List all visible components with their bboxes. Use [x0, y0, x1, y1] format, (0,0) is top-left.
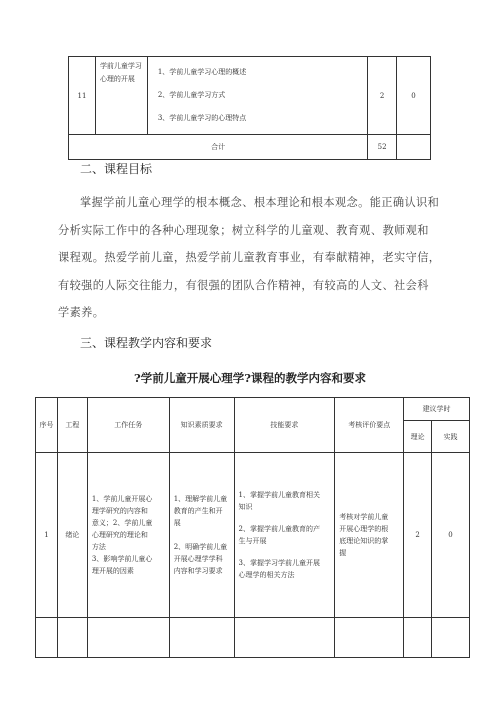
task-line: 理学研究的内容和: [91, 507, 148, 515]
empty-cell: [404, 618, 432, 658]
header-project: 工程: [57, 398, 87, 453]
empty-cell: [57, 618, 87, 658]
assessment-line: 握: [339, 549, 347, 557]
knowledge-cell: [169, 453, 234, 618]
paragraph-line: 有较强的人际交往能力，有很强的团队合作精神，有较高的人文、社会科: [58, 278, 429, 292]
theory-hours: 2: [404, 453, 432, 618]
paragraph-line: 课程观。热爱学前儿童，热爱学前儿童教育事业，有奉献精神，老实守信，: [58, 251, 441, 264]
header-task: 工作任务: [87, 398, 169, 453]
knowledge-line: 展: [173, 519, 181, 527]
course-content-table: [35, 397, 470, 658]
theory-hours: 2: [368, 57, 397, 135]
header-theory: 理论: [404, 421, 432, 453]
header-no: 序号: [36, 398, 58, 453]
assessment-line: 底理论知识的掌: [339, 537, 389, 545]
skill-line: 生与开展: [238, 537, 267, 545]
project-name: 学前儿童学习心理的开展: [95, 57, 147, 135]
header-knowledge: 知识素质要求: [169, 398, 234, 453]
spacer: [239, 513, 331, 523]
task-line: 意义；2、学前儿童: [91, 519, 153, 527]
row-number: 1: [36, 453, 58, 618]
course-hours-table-top: [68, 56, 431, 160]
table-title: ?学前儿童开展心理学?课程的教学内容和要求: [134, 371, 366, 385]
assessment-cell: [335, 453, 404, 618]
practice-hours: 0: [432, 453, 470, 618]
project-name: 绪论: [57, 453, 87, 618]
paragraph-line: 掌握学前儿童心理学的根本概念、根本理论和根本观念。能正确认识和: [80, 196, 440, 209]
empty-cell: [169, 618, 234, 658]
empty-cell: [432, 618, 470, 658]
row-number: 11: [69, 57, 96, 135]
assessment-line: 开展心理学的根: [339, 525, 389, 533]
knowledge-line: 开展心理学学科: [173, 555, 223, 563]
task-line: 理开展的因素: [91, 567, 134, 575]
topic-list: [147, 57, 367, 135]
task-line: 3、影响学前儿童心: [91, 555, 153, 563]
task-cell: [87, 453, 169, 618]
topic-item: 1、学前儿童学习心理的概述: [157, 68, 247, 76]
assessment-line: 考核对学前儿童: [339, 513, 389, 521]
section-heading-goals: 二、课程目标: [80, 162, 153, 176]
empty-cell: [335, 618, 404, 658]
knowledge-line: 教育的产生和开: [173, 507, 223, 515]
spacer: [174, 529, 230, 541]
task-line: 1、学前儿童开展心: [91, 495, 153, 503]
skill-cell: [234, 453, 335, 618]
goals-paragraph: [58, 189, 448, 327]
knowledge-line: 1、理解学前儿童: [173, 495, 228, 503]
skill-line: 心理学的相关方法: [238, 571, 295, 579]
section-heading-content: 三、课程教学内容和要求: [80, 336, 213, 350]
header-hours: 建议学时: [404, 398, 470, 421]
header-skill: 技能要求: [234, 398, 335, 453]
header-practice: 实践: [432, 421, 470, 453]
empty-cell: [234, 618, 335, 658]
topic-item: 2、学前儿童学习方式: [157, 91, 226, 99]
topic-item: 3、学前儿童学习的心理特点: [157, 114, 247, 122]
header-assessment: 考核评价要点: [335, 398, 404, 453]
knowledge-line: 内容和学习要求: [173, 567, 223, 575]
practice-hours: 0: [397, 57, 431, 135]
total-label: 合计: [69, 135, 368, 160]
empty-cell: [397, 135, 431, 160]
total-value: 52: [368, 135, 397, 160]
empty-cell: [36, 618, 58, 658]
skill-line: 2、掌握学前儿童教育的产: [238, 525, 321, 533]
paragraph-line: 分析实际工作中的各种心理现象；树立科学的儿童观、教育观、教师观和: [58, 223, 429, 237]
task-line: 心理研究的理论和: [91, 531, 148, 539]
empty-cell: [87, 618, 169, 658]
task-line: 方法: [91, 543, 106, 551]
paragraph-line: 学素养。: [58, 306, 105, 319]
spacer: [239, 547, 331, 557]
skill-line: 3、掌握学习学前儿童开展: [238, 559, 321, 567]
skill-line: 1、掌握学前儿童教育相关: [238, 491, 321, 499]
skill-line: 知识: [238, 503, 253, 511]
knowledge-line: 2、明确学前儿童: [173, 543, 228, 551]
